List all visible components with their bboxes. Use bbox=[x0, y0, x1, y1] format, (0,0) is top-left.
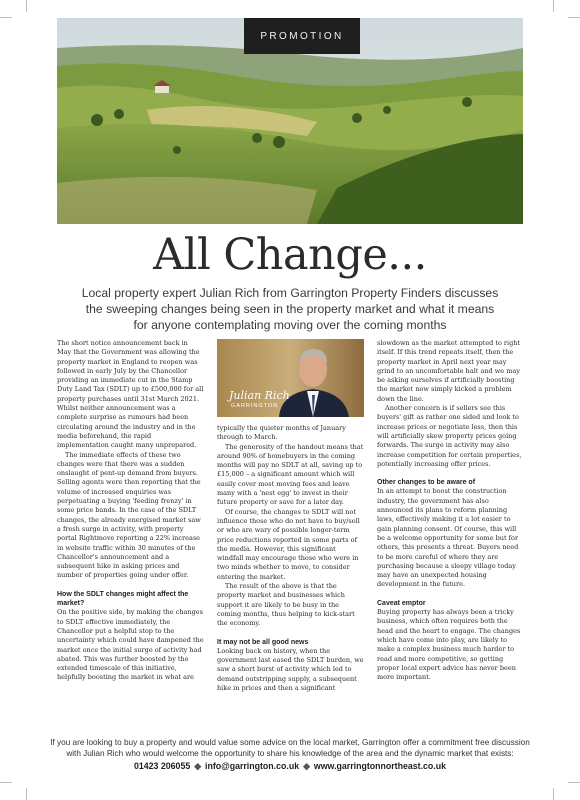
crop-mark bbox=[26, 0, 27, 12]
article-subheading: Local property expert Julian Rich from Garrington Property Finders discusses the sweeping changes being seen in the property market and what it means for anyone contemplating moving over the coming months bbox=[81, 286, 499, 332]
portrait-company: GARRINGTON bbox=[231, 403, 279, 409]
paragraph: In an attempt to boost the construction industry, the government has also announced its plans to reform planning laws, effectively making it a lot easier to gain planning consent. Of course, this will be a welcome opportunity for some but for others, this presents a threat. Buyers need to be more careful of where they are purchasing because a sleepy village today may have an unexpected housing development in the future. bbox=[377, 487, 519, 589]
section-heading: How the SDLT changes might affect the market? bbox=[57, 590, 189, 608]
contact-line bbox=[0, 761, 580, 772]
paragraph: The short notice announcement back in May that the Government was allowing the property market in England to reopen was followed in early July by the Chancellor providing an immediate cut in the Stamp Duty Land Tax (SDLT) up to £500,000 for all property purchases until 31st March 2021. Whilst neither announcement was a complete surprise as rumours had been circulating around the industry and in the media beforehand, the rapid implementation caught many unprepared. bbox=[57, 339, 204, 450]
paragraph: Buying property has always been a tricky business, which often requires both the head and the heart to engage. The changes which have come into play, are likely to make a complex business much harder to read and more competitive, so getting proper local expert advice has never been more important. bbox=[377, 608, 521, 682]
article-column-3 bbox=[377, 339, 524, 682]
footer-call-to-action: If you are looking to buy a property and would value some advice on the local market, Garrington offer a commitment free discussion with Julian Rich who would welcome the opportunity to share his knowledge of the area and the dynamic market that exists: bbox=[50, 738, 530, 758]
phone-number[interactable]: 01423 206055 bbox=[133, 761, 191, 771]
article-column-1 bbox=[57, 339, 204, 683]
paragraph: The result of the above is that the property market and businesses which support it are likely to be busy in the coming months, thus helping to kick-start the economy. bbox=[217, 582, 355, 628]
diamond-separator-icon: ◆ bbox=[194, 761, 201, 771]
paragraph: typically the quieter months of January through to March. bbox=[217, 424, 346, 442]
crop-mark bbox=[0, 17, 12, 18]
crop-mark bbox=[26, 788, 27, 800]
paragraph: The generosity of the handout means that around 90% of homebuyers in the coming months will pay no SDLT at all, saving up to £15,000 – a significant amount which will easily cover most moving fees and leave many with a 'nest egg' to invest in their future property or save for a later day. bbox=[217, 442, 364, 507]
article-column-2 bbox=[217, 424, 364, 693]
crop-mark bbox=[568, 782, 580, 783]
crop-mark bbox=[0, 782, 12, 783]
paragraph: Looking back on history, when the government last eased the SDLT burden, we saw a short burst of activity which led to demand outstripping supply, a subsequent hike in prices and then a significant bbox=[217, 646, 364, 693]
section-heading: It may not be all good news bbox=[217, 638, 309, 646]
diamond-separator-icon: ◆ bbox=[303, 761, 310, 771]
crop-mark bbox=[553, 788, 554, 800]
paragraph: Another concern is if sellers see this buyers' gift as rather one sided and look to increase prices or negotiate less, then this will artificially skew property prices going forwards. The surge in activity may also increase competition for certain properties, potentially increasing offer prices. bbox=[377, 404, 522, 468]
crop-mark bbox=[568, 17, 580, 18]
article-title: All Change... bbox=[153, 230, 427, 280]
section-heading: Caveat emptor bbox=[377, 599, 426, 607]
paragraph: Of course, the changes to SDLT will not influence those who do not have to buy/sell or who are wary of possible longer-term price reductions reported in some parts of the media. However, this significant windfall may encourage those who were in two minds whether to move, to consider entering the market. bbox=[217, 507, 360, 581]
paragraph: On the positive side, by making the changes to SDLT effective immediately, the Chancellor put a helpful stop to the uncertainty which could have dampened the market once the initial surge of activity had abated. This was further boosted by the extended timescale of this initiative, helpfully boosting the market in what are bbox=[57, 608, 204, 682]
website-link[interactable]: www.garringtonnortheast.co.uk bbox=[313, 761, 447, 771]
portrait-signature: Julian Rich bbox=[229, 389, 290, 402]
julian-rich-portrait bbox=[217, 339, 364, 417]
paragraph: The immediate effects of these two changes were that there was a sudden onslaught of pent-up demand from buyers. Selling agents were then reporting that the volume of increased enquiries was perpetuating a buying 'feeding frenzy' in some price bands. In the case of the SDLT changes, the already energised market saw a fresh surge in activity, with property portal Rightmove reporting a 22% increase in website traffic within 30 minutes of the Chancellor's announcement and a subsequent hike in asking prices and number of properties going under offer. bbox=[57, 450, 201, 580]
section-heading: Other changes to be aware of bbox=[377, 479, 476, 487]
promotion-label: PROMOTION bbox=[244, 18, 360, 54]
paragraph: slowdown as the market attempted to right itself. If this trend repeats itself, then the property market in April next year may grind to an uncomfortable halt and we may be asking ourselves if artificially boosting the market now simply kicked a problem down the line. bbox=[377, 339, 521, 403]
email-link[interactable]: info@garrington.co.uk bbox=[205, 761, 300, 771]
crop-mark bbox=[553, 0, 554, 12]
